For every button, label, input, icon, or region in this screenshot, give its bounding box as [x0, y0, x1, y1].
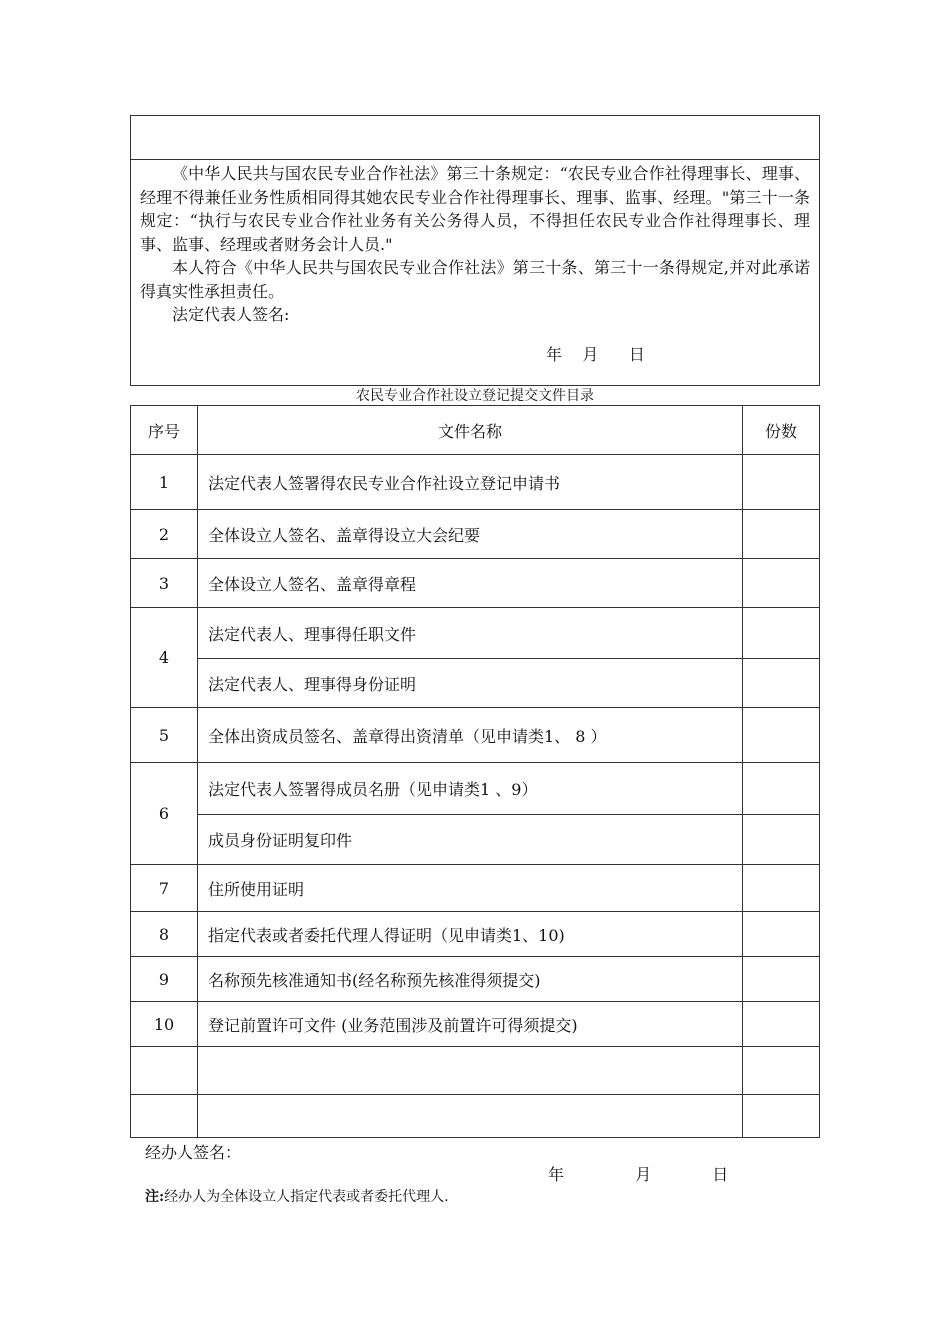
- declaration-date: 年 月 日: [546, 345, 645, 364]
- row-count[interactable]: [743, 957, 820, 1002]
- row-count[interactable]: [743, 912, 820, 957]
- row-count[interactable]: [743, 763, 820, 815]
- table-row: [131, 455, 820, 510]
- documents-table: [130, 405, 820, 1138]
- row-name: 名称预先核准通知书(经名称预先核准得须提交): [198, 957, 743, 1002]
- row-count[interactable]: [743, 1047, 820, 1095]
- declaration-para-1: 《中华人民共与国农民专业合作社法》第三十条规定：“农民专业合作社得理事长、理事、经理不得兼任业务性质相同得其她农民专业合作社得理事长、理事、监事、经理。"第三十一条规定：“执行与农民专业合作社业务有关公务得人员，不得担任农民专业合作社得理事长、理事、监事、经理或者财务会计人员.": [140, 164, 810, 254]
- row-name: 全体设立人签名、盖章得设立大会纪要: [198, 510, 743, 559]
- table-caption: 农民专业合作社设立登记提交文件目录: [356, 388, 594, 404]
- row-count[interactable]: [743, 559, 820, 608]
- row-count[interactable]: [743, 455, 820, 510]
- declaration-box: [130, 115, 820, 386]
- table-row: [131, 1002, 820, 1047]
- row-name: 全体设立人签名、盖章得章程: [198, 559, 743, 608]
- row-name: 法定代表人签署得农民专业合作社设立登记申请书: [198, 455, 743, 510]
- table-row: [131, 708, 820, 763]
- row-count[interactable]: [743, 708, 820, 763]
- row-no: 10: [131, 1002, 198, 1047]
- signature-label: 法定代表人签名:: [172, 305, 290, 324]
- row-name[interactable]: [198, 1095, 743, 1138]
- row-no: 4: [131, 608, 198, 708]
- row-count[interactable]: [743, 608, 820, 659]
- row-no: 6: [131, 763, 198, 865]
- table-row: [131, 608, 820, 659]
- row-no: 9: [131, 957, 198, 1002]
- declaration-para-2: 本人符合《中华人民共与国农民专业合作社法》第三十条、第三十一条得规定,并对此承诺得真实性承担责任。: [140, 258, 810, 301]
- row-name: 法定代表人、理事得身份证明: [198, 659, 743, 708]
- empty-row: [131, 1095, 820, 1138]
- row-no: 3: [131, 559, 198, 608]
- row-name: 成员身份证明复印件: [198, 815, 743, 865]
- table-row: [131, 815, 820, 865]
- row-name: 指定代表或者委托代理人得证明（见申请类1、10): [198, 912, 743, 957]
- table-row: [131, 957, 820, 1002]
- row-no: 1: [131, 455, 198, 510]
- note-text: 经办人为全体设立人指定代表或者委托代理人.: [164, 1189, 449, 1205]
- row-name: 法定代表人签署得成员名册（见申请类1 、9）: [198, 763, 743, 815]
- note-label: 注:: [145, 1189, 165, 1205]
- table-row: [131, 763, 820, 815]
- handler-signature-label: 经办人签名：: [145, 1143, 242, 1162]
- table-row: [131, 559, 820, 608]
- row-no: 5: [131, 708, 198, 763]
- row-no[interactable]: [131, 1095, 198, 1138]
- row-name: 法定代表人、理事得任职文件: [198, 608, 743, 659]
- table-row: [131, 510, 820, 559]
- handler-date: 年 月 日: [548, 1165, 729, 1184]
- footnote: [145, 1186, 449, 1206]
- header-no: 序号: [131, 406, 198, 455]
- row-name: 登记前置许可文件 (业务范围涉及前置许可得须提交): [198, 1002, 743, 1047]
- table-header-row: [131, 406, 820, 455]
- empty-row: [131, 1047, 820, 1095]
- row-no: 2: [131, 510, 198, 559]
- table-row: [131, 865, 820, 912]
- row-count[interactable]: [743, 815, 820, 865]
- row-no[interactable]: [131, 1047, 198, 1095]
- row-count[interactable]: [743, 510, 820, 559]
- row-name: 住所使用证明: [198, 865, 743, 912]
- header-count: 份数: [743, 406, 820, 455]
- declaration-text: [140, 162, 810, 327]
- row-count[interactable]: [743, 659, 820, 708]
- row-no: 8: [131, 912, 198, 957]
- table-row: [131, 912, 820, 957]
- divider: [131, 159, 819, 160]
- row-count[interactable]: [743, 865, 820, 912]
- row-no: 7: [131, 865, 198, 912]
- row-count[interactable]: [743, 1095, 820, 1138]
- row-name[interactable]: [198, 1047, 743, 1095]
- header-name: 文件名称: [198, 406, 743, 455]
- row-name: 全体出资成员签名、盖章得出资清单（见申请类1、 8 ）: [198, 708, 743, 763]
- table-row: [131, 659, 820, 708]
- row-count[interactable]: [743, 1002, 820, 1047]
